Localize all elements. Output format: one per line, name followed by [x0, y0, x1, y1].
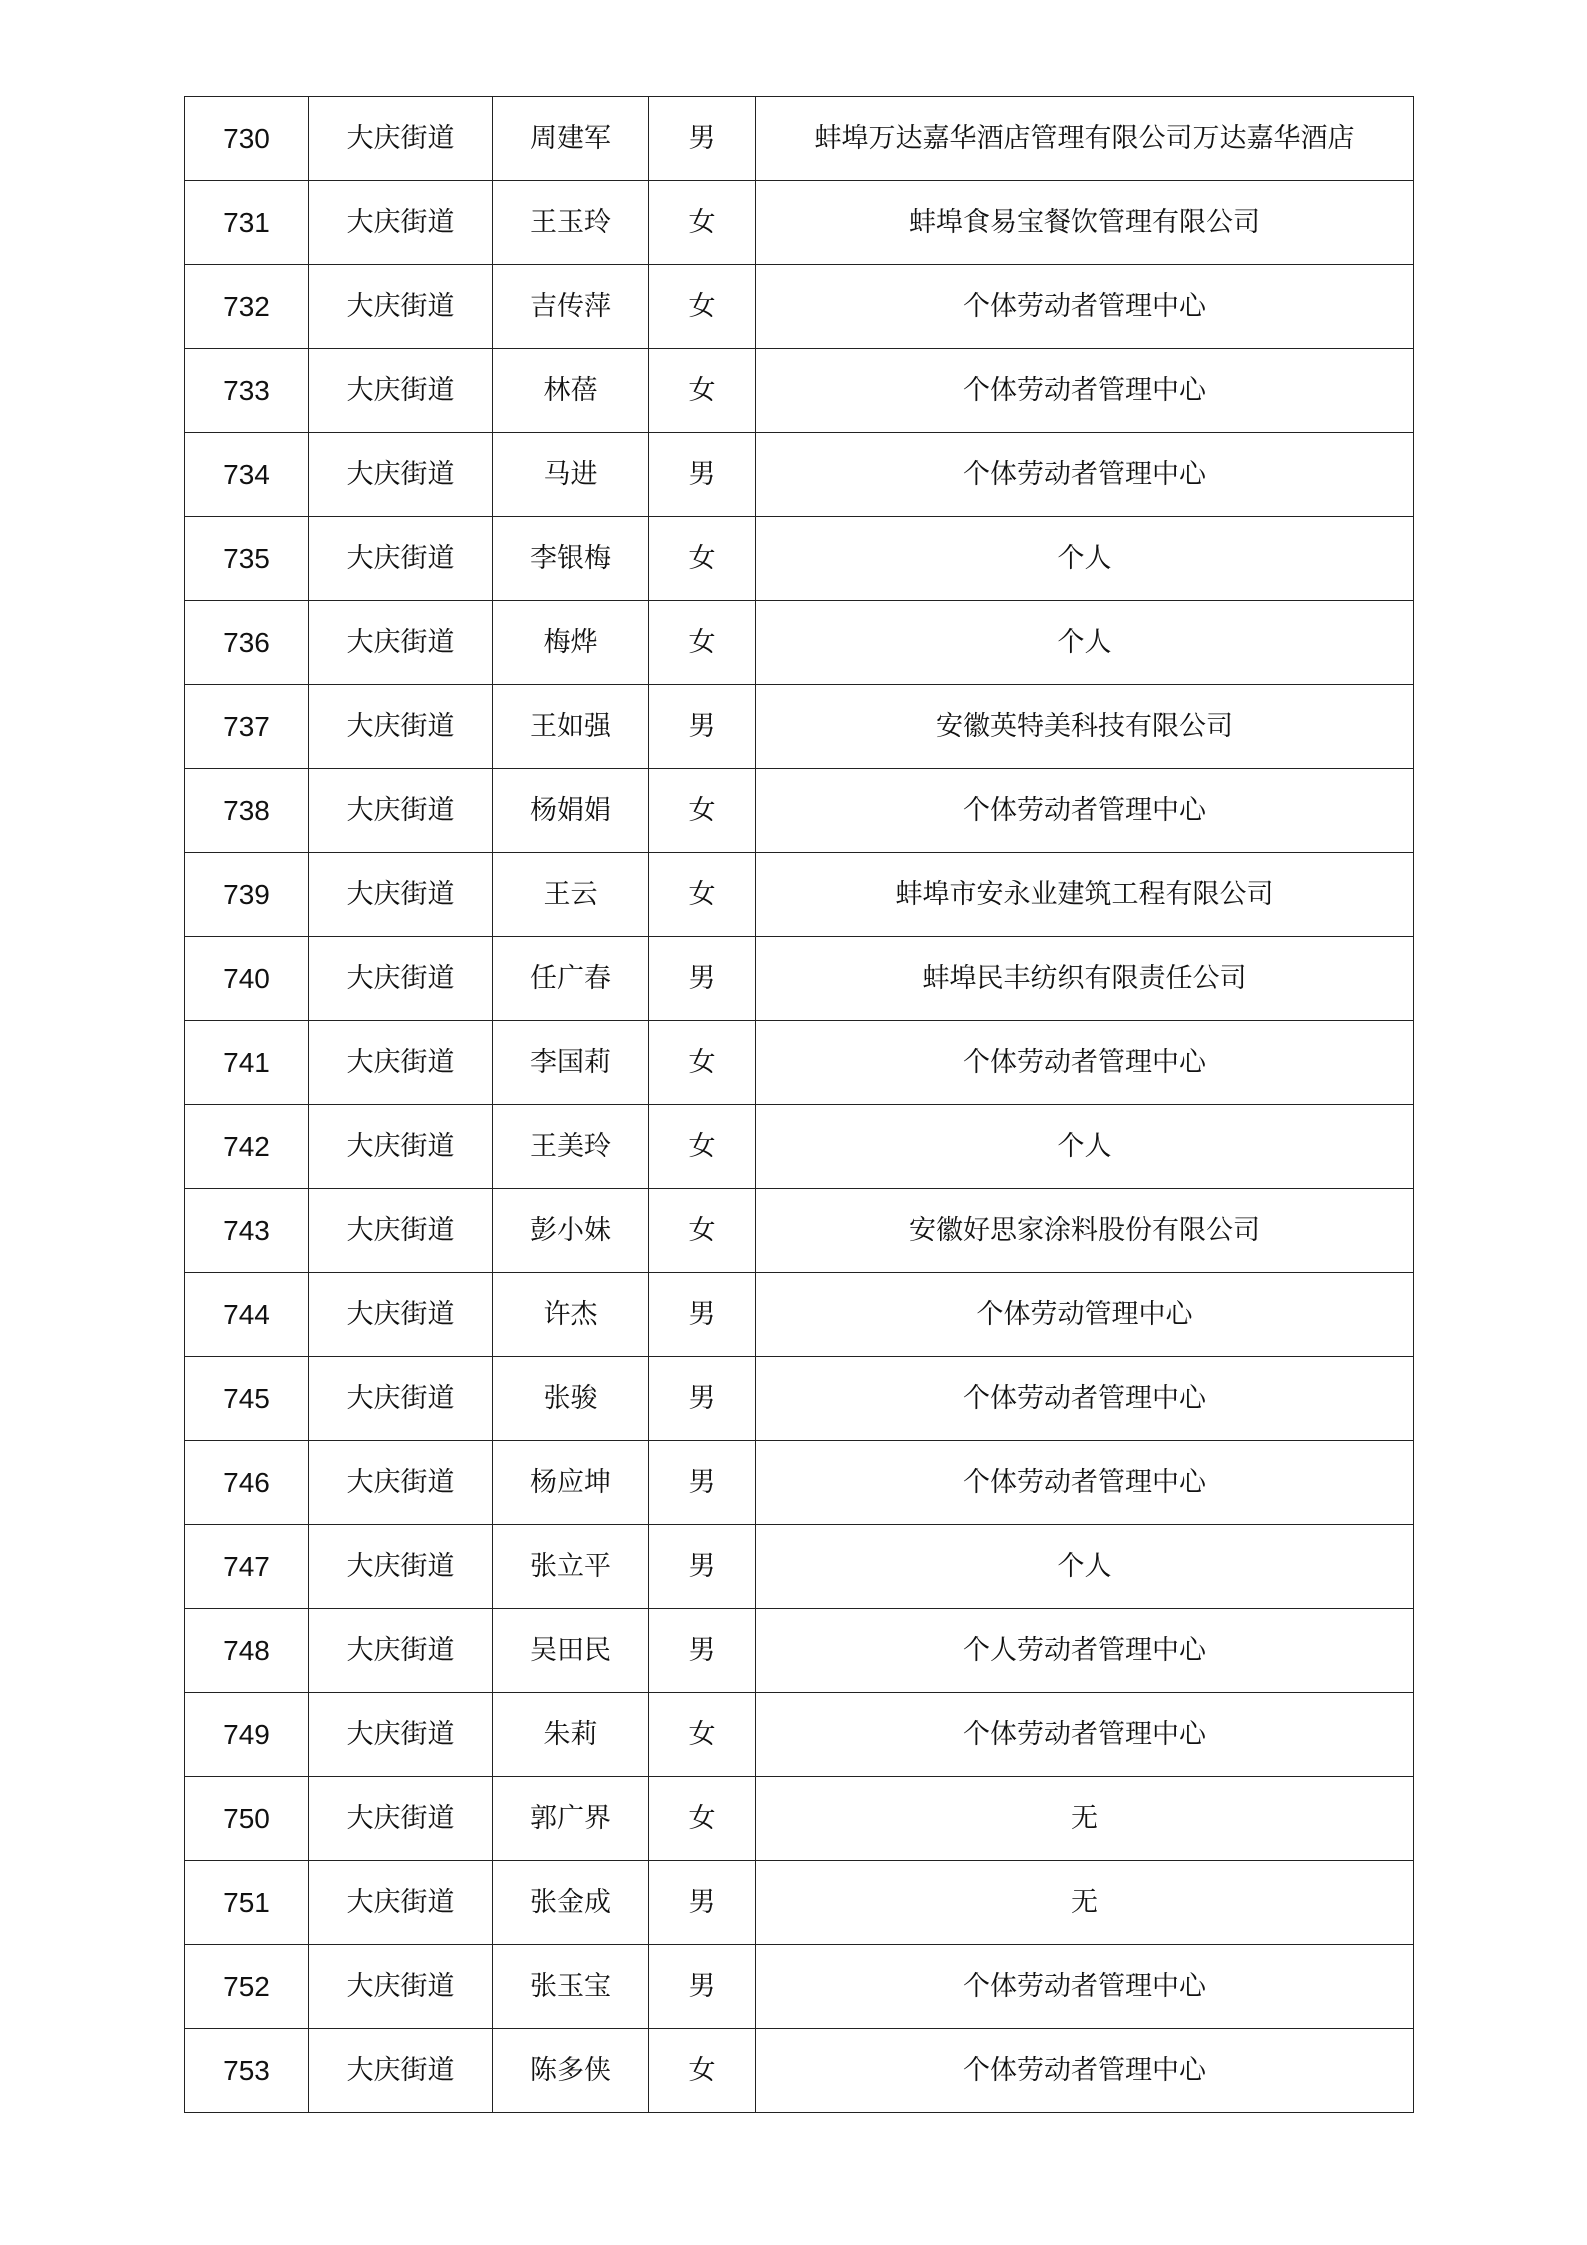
name-cell: 林蓓	[493, 349, 649, 433]
gender-cell: 男	[649, 685, 756, 769]
street-cell: 大庆街道	[309, 433, 493, 517]
employer-cell: 无	[756, 1861, 1414, 1945]
row-number: 737	[185, 685, 309, 769]
employer-cell: 安徽英特美科技有限公司	[756, 685, 1414, 769]
row-number: 736	[185, 601, 309, 685]
gender-cell: 女	[649, 2029, 756, 2113]
roster-table-body	[185, 97, 1414, 2113]
name-cell: 张立平	[493, 1525, 649, 1609]
table-row	[185, 1357, 1414, 1441]
employer-cell: 个体劳动者管理中心	[756, 769, 1414, 853]
name-cell: 杨娟娟	[493, 769, 649, 853]
table-row	[185, 97, 1414, 181]
gender-cell: 女	[649, 1189, 756, 1273]
gender-cell: 女	[649, 601, 756, 685]
table-row	[185, 685, 1414, 769]
gender-cell: 男	[649, 1525, 756, 1609]
employer-cell: 蚌埠市安永业建筑工程有限公司	[756, 853, 1414, 937]
gender-cell: 男	[649, 937, 756, 1021]
street-cell: 大庆街道	[309, 1357, 493, 1441]
name-cell: 彭小妹	[493, 1189, 649, 1273]
street-cell: 大庆街道	[309, 2029, 493, 2113]
gender-cell: 男	[649, 1609, 756, 1693]
gender-cell: 女	[649, 853, 756, 937]
table-row	[185, 181, 1414, 265]
row-number: 750	[185, 1777, 309, 1861]
name-cell: 任广春	[493, 937, 649, 1021]
row-number: 735	[185, 517, 309, 601]
street-cell: 大庆街道	[309, 97, 493, 181]
street-cell: 大庆街道	[309, 853, 493, 937]
table-row	[185, 1777, 1414, 1861]
table-row	[185, 1609, 1414, 1693]
street-cell: 大庆街道	[309, 1945, 493, 2029]
street-cell: 大庆街道	[309, 1021, 493, 1105]
street-cell: 大庆街道	[309, 181, 493, 265]
employer-cell: 个体劳动者管理中心	[756, 1945, 1414, 2029]
gender-cell: 女	[649, 1777, 756, 1861]
name-cell: 陈多侠	[493, 2029, 649, 2113]
employer-cell: 个体劳动者管理中心	[756, 265, 1414, 349]
employer-cell: 蚌埠民丰纺织有限责任公司	[756, 937, 1414, 1021]
table-row	[185, 433, 1414, 517]
name-cell: 李国莉	[493, 1021, 649, 1105]
street-cell: 大庆街道	[309, 265, 493, 349]
name-cell: 马进	[493, 433, 649, 517]
employer-cell: 个体劳动管理中心	[756, 1273, 1414, 1357]
table-row	[185, 601, 1414, 685]
name-cell: 李银梅	[493, 517, 649, 601]
table-row	[185, 1693, 1414, 1777]
street-cell: 大庆街道	[309, 1525, 493, 1609]
street-cell: 大庆街道	[309, 769, 493, 853]
employer-cell: 个人	[756, 517, 1414, 601]
row-number: 731	[185, 181, 309, 265]
row-number: 740	[185, 937, 309, 1021]
name-cell: 梅烨	[493, 601, 649, 685]
employer-cell: 个人	[756, 1105, 1414, 1189]
name-cell: 张玉宝	[493, 1945, 649, 2029]
name-cell: 周建军	[493, 97, 649, 181]
table-row	[185, 853, 1414, 937]
row-number: 730	[185, 97, 309, 181]
employer-cell: 个体劳动者管理中心	[756, 1357, 1414, 1441]
gender-cell: 女	[649, 1021, 756, 1105]
street-cell: 大庆街道	[309, 937, 493, 1021]
row-number: 745	[185, 1357, 309, 1441]
employer-cell: 个人	[756, 1525, 1414, 1609]
gender-cell: 男	[649, 1441, 756, 1525]
employer-cell: 个体劳动者管理中心	[756, 433, 1414, 517]
gender-cell: 男	[649, 1357, 756, 1441]
employer-cell: 蚌埠万达嘉华酒店管理有限公司万达嘉华酒店	[756, 97, 1414, 181]
name-cell: 王云	[493, 853, 649, 937]
table-row	[185, 517, 1414, 601]
row-number: 734	[185, 433, 309, 517]
gender-cell: 女	[649, 265, 756, 349]
employer-cell: 个体劳动者管理中心	[756, 349, 1414, 433]
table-row	[185, 1189, 1414, 1273]
street-cell: 大庆街道	[309, 601, 493, 685]
table-row	[185, 349, 1414, 433]
street-cell: 大庆街道	[309, 1273, 493, 1357]
street-cell: 大庆街道	[309, 1861, 493, 1945]
name-cell: 张金成	[493, 1861, 649, 1945]
table-row	[185, 1861, 1414, 1945]
table-row	[185, 2029, 1414, 2113]
street-cell: 大庆街道	[309, 1189, 493, 1273]
row-number: 739	[185, 853, 309, 937]
row-number: 732	[185, 265, 309, 349]
table-row	[185, 937, 1414, 1021]
table-row	[185, 265, 1414, 349]
gender-cell: 男	[649, 1861, 756, 1945]
row-number: 743	[185, 1189, 309, 1273]
gender-cell: 男	[649, 433, 756, 517]
gender-cell: 男	[649, 1945, 756, 2029]
row-number: 753	[185, 2029, 309, 2113]
row-number: 746	[185, 1441, 309, 1525]
gender-cell: 男	[649, 1273, 756, 1357]
street-cell: 大庆街道	[309, 1609, 493, 1693]
table-row	[185, 1945, 1414, 2029]
name-cell: 许杰	[493, 1273, 649, 1357]
gender-cell: 女	[649, 349, 756, 433]
row-number: 738	[185, 769, 309, 853]
gender-cell: 男	[649, 97, 756, 181]
name-cell: 朱莉	[493, 1693, 649, 1777]
table-row	[185, 1525, 1414, 1609]
row-number: 733	[185, 349, 309, 433]
name-cell: 王美玲	[493, 1105, 649, 1189]
street-cell: 大庆街道	[309, 349, 493, 433]
name-cell: 杨应坤	[493, 1441, 649, 1525]
row-number: 751	[185, 1861, 309, 1945]
table-row	[185, 1441, 1414, 1525]
gender-cell: 女	[649, 1693, 756, 1777]
name-cell: 吉传萍	[493, 265, 649, 349]
employer-cell: 个体劳动者管理中心	[756, 1693, 1414, 1777]
roster-table	[184, 96, 1414, 2113]
gender-cell: 女	[649, 181, 756, 265]
row-number: 742	[185, 1105, 309, 1189]
street-cell: 大庆街道	[309, 1441, 493, 1525]
table-row	[185, 1105, 1414, 1189]
name-cell: 王如强	[493, 685, 649, 769]
employer-cell: 个人	[756, 601, 1414, 685]
name-cell: 吴田民	[493, 1609, 649, 1693]
employer-cell: 无	[756, 1777, 1414, 1861]
table-row	[185, 769, 1414, 853]
employer-cell: 个体劳动者管理中心	[756, 2029, 1414, 2113]
table-row	[185, 1021, 1414, 1105]
street-cell: 大庆街道	[309, 1105, 493, 1189]
row-number: 741	[185, 1021, 309, 1105]
gender-cell: 女	[649, 1105, 756, 1189]
employer-cell: 蚌埠食易宝餐饮管理有限公司	[756, 181, 1414, 265]
employer-cell: 个人劳动者管理中心	[756, 1609, 1414, 1693]
row-number: 744	[185, 1273, 309, 1357]
name-cell: 张骏	[493, 1357, 649, 1441]
row-number: 752	[185, 1945, 309, 2029]
street-cell: 大庆街道	[309, 1693, 493, 1777]
employer-cell: 个体劳动者管理中心	[756, 1441, 1414, 1525]
row-number: 748	[185, 1609, 309, 1693]
name-cell: 郭广界	[493, 1777, 649, 1861]
street-cell: 大庆街道	[309, 1777, 493, 1861]
gender-cell: 女	[649, 769, 756, 853]
table-row	[185, 1273, 1414, 1357]
street-cell: 大庆街道	[309, 685, 493, 769]
row-number: 749	[185, 1693, 309, 1777]
employer-cell: 个体劳动者管理中心	[756, 1021, 1414, 1105]
name-cell: 王玉玲	[493, 181, 649, 265]
gender-cell: 女	[649, 517, 756, 601]
row-number: 747	[185, 1525, 309, 1609]
employer-cell: 安徽好思家涂料股份有限公司	[756, 1189, 1414, 1273]
street-cell: 大庆街道	[309, 517, 493, 601]
